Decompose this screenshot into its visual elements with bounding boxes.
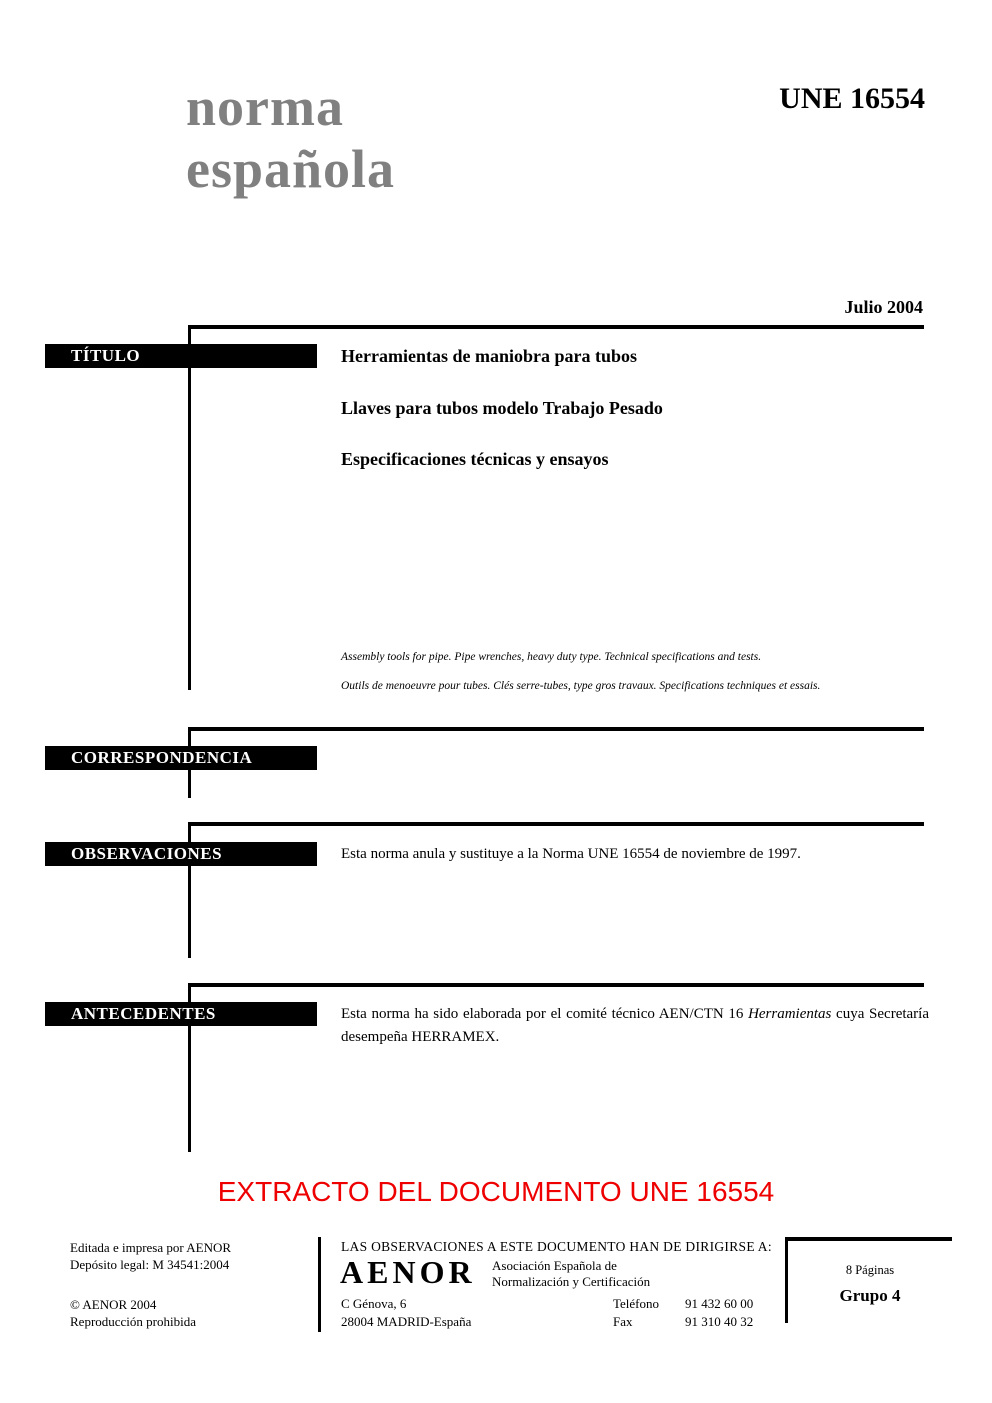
footer-divider (318, 1237, 321, 1332)
antecedentes-text-after: cuya Secretaría desempeña HERRAMEX. (341, 1006, 929, 1045)
footer-group: Grupo 4 (839, 1286, 901, 1305)
extracto-banner: EXTRACTO DEL DOCUMENTO UNE 16554 (217, 1176, 775, 1207)
title-french: Outils de menoeuvre pour tubes. Clés serre-tubes, type gros travaux. Specifications techniques et essais. (341, 680, 821, 692)
footer-address (341, 1295, 471, 1331)
antecedentes-top-rule (188, 983, 924, 987)
footer-phone-label: Teléfono (613, 1296, 660, 1311)
logo-line2: española (186, 139, 396, 199)
title-english: Assembly tools for pipe. Pipe wrenches, heavy duty type. Technical specifications and tests. (341, 651, 762, 663)
titulo-section-label: TÍTULO (45, 344, 317, 368)
footer-copyright-line1: © AENOR 2004 (70, 1297, 157, 1312)
footer-fax-value: 91 310 40 32 (685, 1314, 754, 1329)
footer-fax-label: Fax (613, 1314, 633, 1329)
correspondencia-section-label: CORRESPONDENCIA (45, 746, 317, 770)
aenor-name-line2: Normalización y Certificación (492, 1274, 651, 1289)
footer-phone-value: 91 432 60 00 (685, 1296, 754, 1311)
antecedentes-text-before: Esta norma ha sido elaborada por el comité técnico AEN/CTN 16 (341, 1006, 749, 1022)
footer-contact-values (685, 1295, 753, 1331)
title-line-1: Herramientas de maniobra para tubos (341, 346, 637, 366)
footer-publisher-line1: Editada e impresa por AENOR (70, 1240, 232, 1255)
footer-notice: LAS OBSERVACIONES A ESTE DOCUMENTO HAN DE DIRIGIRSE A: (341, 1239, 772, 1254)
footer-publisher-line2: Depósito legal: M 34541:2004 (70, 1257, 230, 1272)
observaciones-text: Esta norma anula y sustituye a la Norma UNE 16554 de noviembre de 1997. (341, 846, 801, 862)
document-code: UNE 16554 (779, 82, 925, 115)
footer-address-line2: 28004 MADRID-España (341, 1314, 472, 1329)
aenor-logo: AENOR (340, 1254, 476, 1290)
footer-address-line1: C Génova, 6 (341, 1296, 407, 1311)
footer-pages: 8 Páginas (845, 1263, 895, 1277)
correspondencia-top-rule (188, 727, 924, 731)
footer-copyright (70, 1296, 196, 1330)
antecedentes-section-label: ANTECEDENTES (45, 1002, 317, 1026)
aenor-full-name (492, 1258, 702, 1290)
title-line-3: Especificaciones técnicas y ensayos (341, 449, 609, 469)
antecedentes-text-italic: Herramientas (748, 1006, 832, 1022)
observaciones-section-label: OBSERVACIONES (45, 842, 317, 866)
norma-espanola-logo (186, 76, 395, 200)
footer-page-group-box (785, 1237, 952, 1323)
titulo-top-rule (188, 325, 924, 329)
footer-copyright-line2: Reproducción prohibida (70, 1314, 196, 1329)
observaciones-top-rule (188, 822, 924, 826)
logo-line1: norma (186, 77, 344, 137)
aenor-name-line1: Asociación Española de (492, 1258, 617, 1273)
footer-contact-labels (613, 1295, 659, 1331)
titulo-left-rule (188, 325, 191, 690)
footer-publisher (70, 1239, 231, 1273)
publication-date: Julio 2004 (844, 297, 923, 317)
title-line-2: Llaves para tubos modelo Trabajo Pesado (341, 398, 663, 418)
antecedentes-text (341, 1003, 929, 1049)
